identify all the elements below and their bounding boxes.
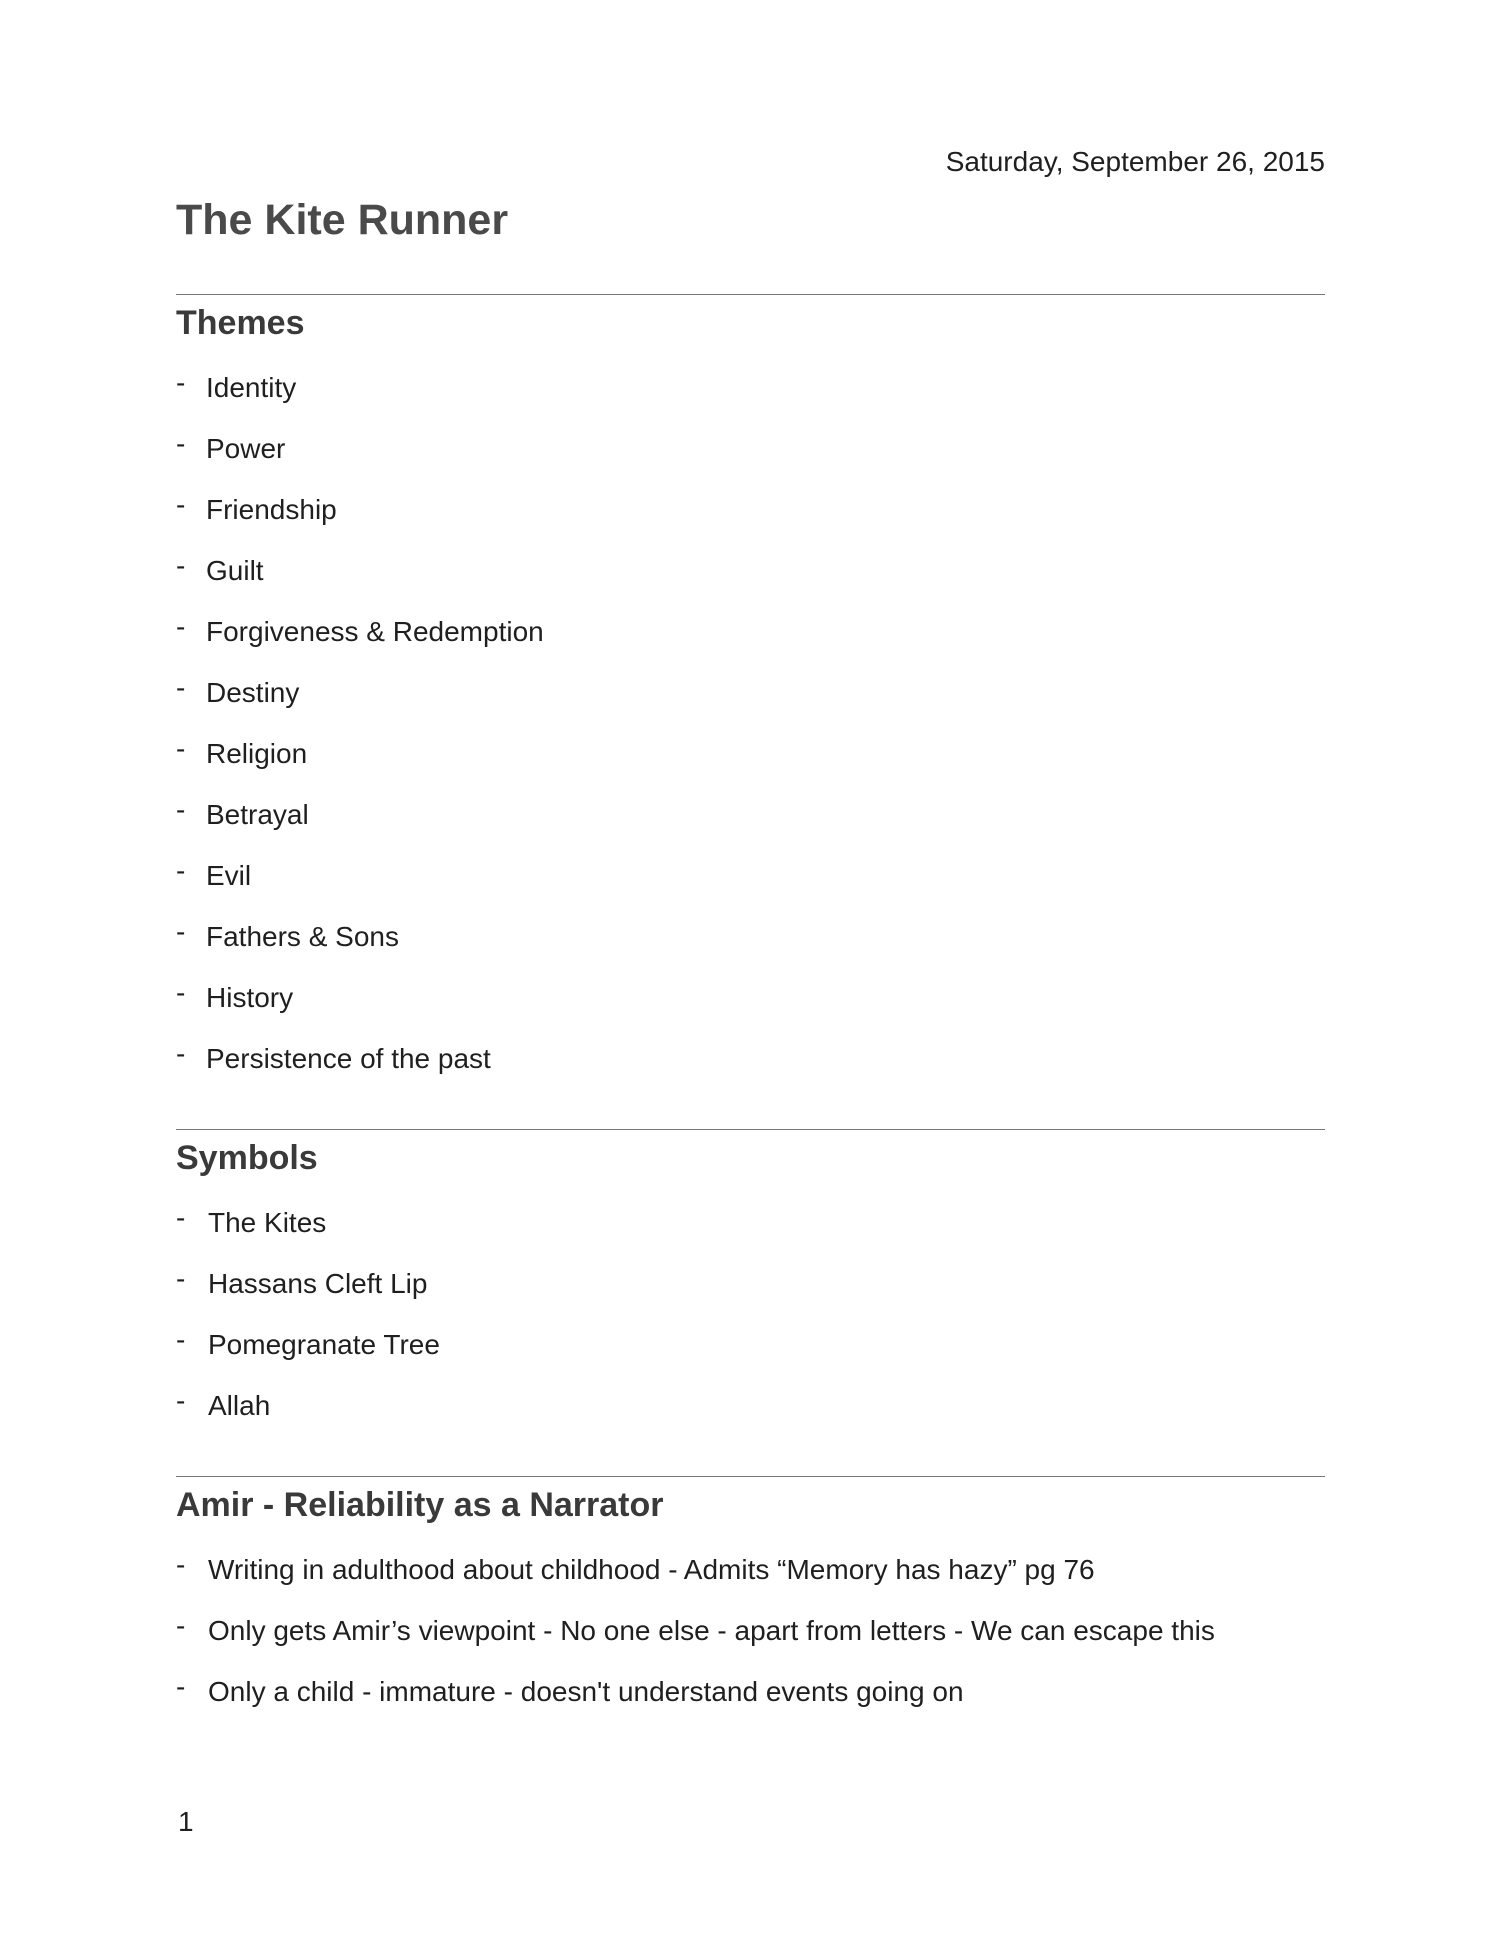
- list-item-text: Power: [206, 433, 286, 464]
- bullet-dash: -: [176, 672, 186, 703]
- bullet-dash: -: [176, 1263, 186, 1294]
- bullet-dash: -: [176, 794, 186, 825]
- amir-list: [176, 1549, 1215, 1737]
- themes-list: [176, 367, 544, 1104]
- list-item-text: Fathers & Sons: [206, 921, 399, 952]
- list-item-text: Allah: [208, 1390, 271, 1421]
- bullet-dash: -: [176, 1549, 186, 1580]
- bullet-dash: -: [176, 611, 186, 642]
- bullet-dash: -: [176, 1324, 186, 1355]
- list-item-text: Betrayal: [206, 799, 309, 830]
- bullet-dash: -: [176, 855, 186, 886]
- list-item: [176, 1385, 440, 1451]
- list-item: [176, 1549, 1215, 1615]
- list-item-text: History: [206, 982, 294, 1013]
- page-number: 1: [178, 1806, 194, 1837]
- list-item: [176, 1202, 440, 1268]
- symbols-list: [176, 1202, 440, 1451]
- section-heading-themes: Themes: [176, 304, 305, 342]
- bullet-dash: -: [176, 428, 186, 459]
- list-item-text: Evil: [206, 860, 252, 891]
- document-date: Saturday, September 26, 2015: [945, 146, 1325, 177]
- bullet-dash: -: [176, 916, 186, 947]
- list-item: [176, 1324, 440, 1390]
- list-item: [176, 367, 544, 433]
- divider-themes: [176, 294, 1325, 295]
- bullet-dash: -: [176, 977, 186, 1008]
- list-item-text: Only gets Amir’s viewpoint - No one else - apart from letters - We can escape this: [208, 1615, 1215, 1646]
- list-item: [176, 489, 544, 555]
- list-item-text: The Kites: [208, 1207, 327, 1238]
- bullet-dash: -: [176, 1671, 186, 1702]
- list-item-text: Forgiveness & Redemption: [206, 616, 544, 647]
- document-title: The Kite Runner: [176, 196, 509, 244]
- list-item: [176, 1263, 440, 1329]
- list-item-text: Identity: [206, 372, 297, 403]
- divider-amir: [176, 1476, 1325, 1477]
- bullet-dash: -: [176, 1610, 186, 1641]
- list-item: [176, 733, 544, 799]
- list-item-text: Friendship: [206, 494, 337, 525]
- list-item-text: Guilt: [206, 555, 264, 586]
- bullet-dash: -: [176, 489, 186, 520]
- bullet-dash: -: [176, 1385, 186, 1416]
- list-item-text: Writing in adulthood about childhood - Admits “Memory has hazy” pg 76: [208, 1554, 1095, 1585]
- section-heading-symbols: Symbols: [176, 1139, 318, 1177]
- list-item-text: Destiny: [206, 677, 300, 708]
- list-item: [176, 672, 544, 738]
- list-item: [176, 977, 544, 1043]
- list-item: [176, 1038, 544, 1104]
- list-item-text: Religion: [206, 738, 308, 769]
- divider-symbols: [176, 1129, 1325, 1130]
- list-item: [176, 1671, 1215, 1737]
- bullet-dash: -: [176, 733, 186, 764]
- list-item-text: Hassans Cleft Lip: [208, 1268, 428, 1299]
- list-item-text: Only a child - immature - doesn't understand events going on: [208, 1676, 964, 1707]
- bullet-dash: -: [176, 367, 186, 398]
- list-item-text: Pomegranate Tree: [208, 1329, 440, 1360]
- bullet-dash: -: [176, 1202, 186, 1233]
- list-item: [176, 550, 544, 616]
- list-item: [176, 855, 544, 921]
- list-item: [176, 428, 544, 494]
- section-heading-amir: Amir - Reliability as a Narrator: [176, 1486, 664, 1524]
- bullet-dash: -: [176, 1038, 186, 1069]
- list-item: [176, 794, 544, 860]
- list-item-text: Persistence of the past: [206, 1043, 491, 1074]
- list-item: [176, 611, 544, 677]
- list-item: [176, 1610, 1215, 1676]
- list-item: [176, 916, 544, 982]
- bullet-dash: -: [176, 550, 186, 581]
